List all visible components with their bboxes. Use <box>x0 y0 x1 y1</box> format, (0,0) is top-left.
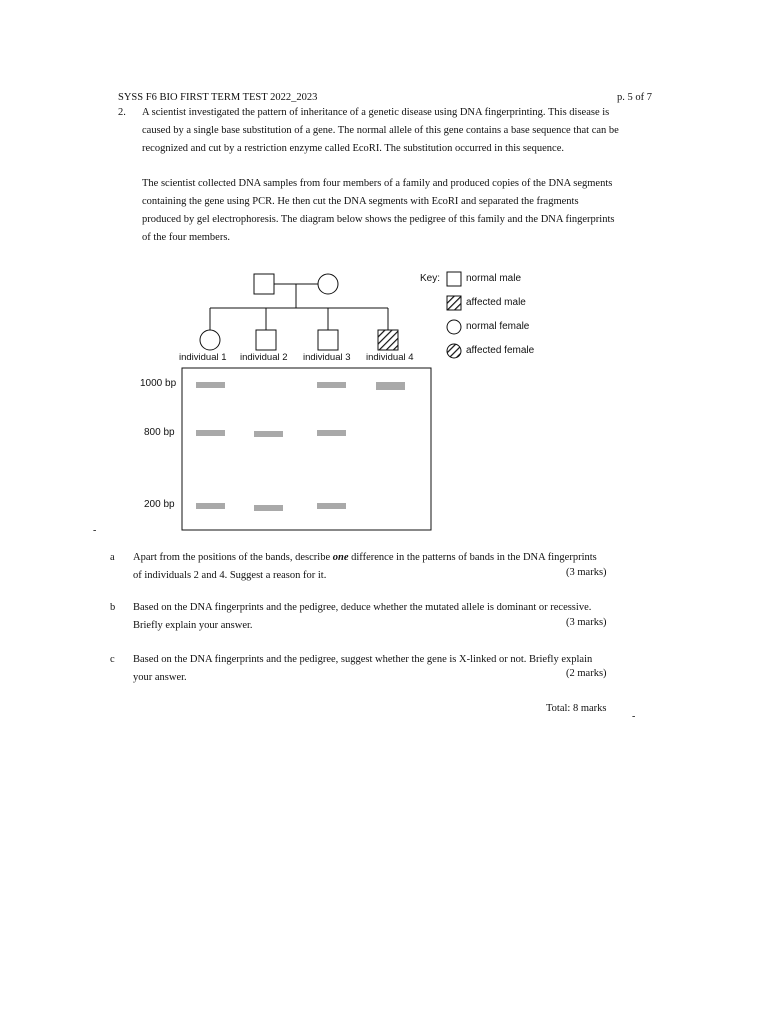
individual-label: individual 3 <box>303 352 351 363</box>
intro-line: recognized and cut by a restriction enzyme called EcoRI. The substitution occurred in this sequence. <box>142 143 564 154</box>
part-a-line2: of individuals 2 and 4. Suggest a reason for it. <box>133 570 327 581</box>
method-line: containing the gene using PCR. He then cut the DNA segments with EcoRI and separated the fragments <box>142 196 579 207</box>
total-marks: Total: 8 marks <box>546 703 607 714</box>
key-normal-female-label: normal female <box>466 321 530 332</box>
part-b-marks: (3 marks) <box>566 617 607 628</box>
gel-band <box>196 382 225 388</box>
stray-dash: - <box>93 525 97 536</box>
individual-3-symbol <box>318 330 338 350</box>
gel-band <box>254 431 283 437</box>
gel-band <box>317 382 346 388</box>
method-line: The scientist collected DNA samples from four members of a family and produced copies of the DNA segments <box>142 178 613 189</box>
key-affected-male-label: affected male <box>466 297 526 308</box>
page-number: p. 5 of 7 <box>617 92 652 103</box>
gel-band <box>317 503 346 509</box>
individual-2-symbol <box>256 330 276 350</box>
individual-label: individual 1 <box>179 352 227 363</box>
key-affected-female-label: affected female <box>466 345 535 356</box>
key-affected-male-symbol <box>447 296 461 310</box>
part-c-label: c <box>110 654 115 665</box>
part-a-text <box>133 549 613 585</box>
part-c-line1: Based on the DNA fingerprints and the pedigree, suggest whether the gene is X-linked or not. Briefly explain <box>133 654 593 665</box>
question-number: 2. <box>118 107 126 118</box>
bp-label: 800 bp <box>144 427 175 438</box>
individual-label: individual 2 <box>240 352 288 363</box>
gel-band <box>317 430 346 436</box>
part-b-line2: Briefly explain your answer. <box>133 620 253 631</box>
method-line: produced by gel electrophoresis. The diagram below shows the pedigree of this family and the DNA fingerprints <box>142 214 615 225</box>
part-b-line1: Based on the DNA fingerprints and the pedigree, deduce whether the mutated allele is dominant or recessive. <box>133 602 592 613</box>
mother-symbol <box>318 274 338 294</box>
part-c-text <box>133 651 613 687</box>
part-c-marks: (2 marks) <box>566 668 607 679</box>
part-a-marks: (3 marks) <box>566 567 607 578</box>
part-a-line1-pre: Apart from the positions of the bands, describe <box>133 552 333 563</box>
bp-label: 1000 bp <box>140 378 177 389</box>
part-a-line1-post: difference in the patterns of bands in the DNA fingerprints <box>348 552 597 563</box>
part-a-emphasis: one <box>332 552 349 563</box>
key-title: Key: <box>420 273 441 284</box>
test-header: SYSS F6 BIO FIRST TERM TEST 2022_2023 <box>118 92 318 103</box>
bp-label: 200 bp <box>144 499 175 510</box>
part-b-label: b <box>110 602 116 613</box>
intro-line: A scientist investigated the pattern of inheritance of a genetic disease using DNA fingerprinting. This disease is <box>142 107 610 118</box>
intro-line: caused by a single base substitution of a gene. The normal allele of this gene contains a base sequence that can be <box>142 125 619 136</box>
key-normal-male-symbol <box>447 272 461 286</box>
key-normal-female-symbol <box>447 320 461 334</box>
gel-band <box>196 503 225 509</box>
part-c-line2: your answer. <box>133 672 187 683</box>
gel-band <box>254 505 283 511</box>
method-line: of the four members. <box>142 232 231 243</box>
individual-label: individual 4 <box>366 352 414 363</box>
gel-band <box>376 382 405 390</box>
part-b-text <box>133 599 613 635</box>
stray-dash: - <box>632 711 636 722</box>
father-symbol <box>254 274 274 294</box>
key-affected-female-symbol <box>447 344 461 358</box>
key-normal-male-label: normal male <box>466 273 522 284</box>
gel-band <box>196 430 225 436</box>
individual-1-symbol <box>200 330 220 350</box>
individual-4-symbol <box>378 330 398 350</box>
part-a-label: a <box>110 552 115 563</box>
